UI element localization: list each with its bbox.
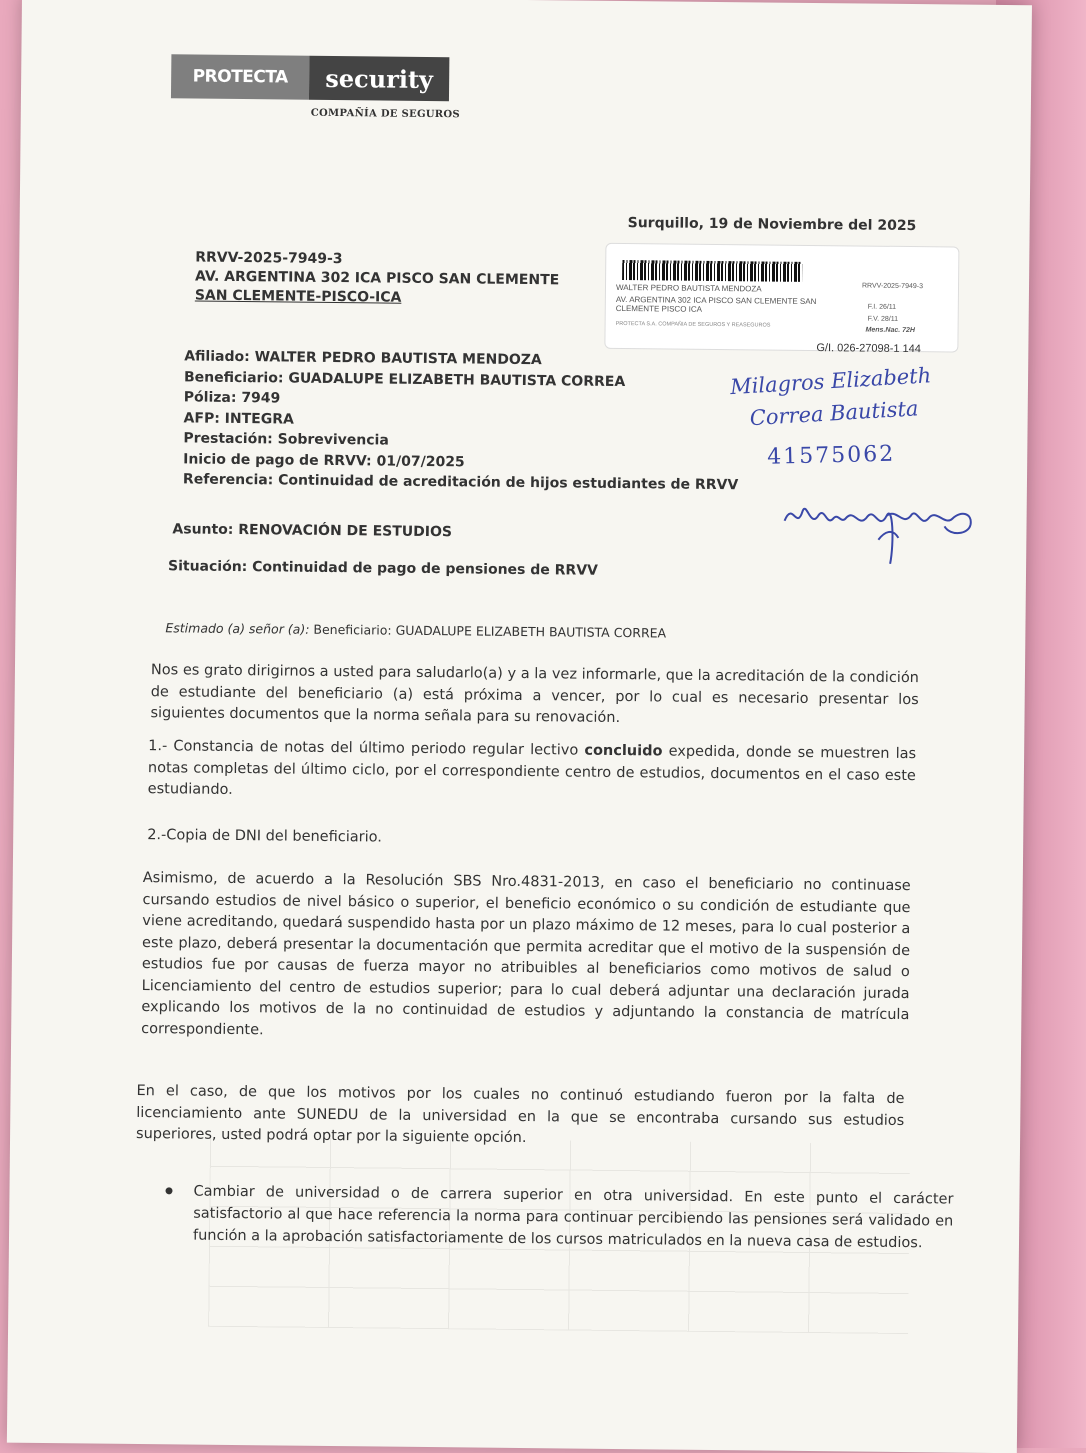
label-name: WALTER PEDRO BAUTISTA MENDOZA bbox=[615, 282, 762, 294]
signature-icon bbox=[774, 481, 985, 573]
paragraph-2-a: 1.- Constancia de notas del último periodo regular lectivo bbox=[148, 738, 585, 759]
inicio-pago: Inicio de pago de RRVV: 01/07/2025 bbox=[183, 450, 465, 470]
paragraph-3: 2.-Copia de DNI del beneficiario. bbox=[147, 827, 382, 846]
letter-date: Surquillo, 19 de Noviembre del 2025 bbox=[627, 215, 917, 235]
policy-details bbox=[183, 346, 740, 495]
logo-protecta-text: PROTECTA bbox=[171, 54, 309, 99]
poliza: Póliza: 7949 bbox=[183, 389, 281, 407]
greeting bbox=[165, 620, 666, 640]
label-gi: G/I. 026-27098-1 144 bbox=[816, 342, 922, 356]
prestacion: Prestación: Sobrevivencia bbox=[183, 430, 389, 449]
logo-security-text: security bbox=[309, 56, 449, 101]
label-fv: F.V. 28/11 bbox=[867, 315, 899, 323]
paragraph-5: En el caso, de que los motivos por los cuales no continuó estudiando fueron por la falta de licenciamiento ante SUNEDU de la universidad en la que se encontraba cursando sus estudios superiores, usted podrá optar por la siguiente opción. bbox=[136, 1082, 905, 1147]
asunto: Asunto: RENOVACIÓN DE ESTUDIOS bbox=[172, 521, 453, 541]
barcode-icon bbox=[622, 260, 802, 282]
company-logo bbox=[171, 54, 461, 120]
letter-sheet bbox=[7, 0, 1032, 1453]
paragraph-2-bold: concluido bbox=[584, 742, 663, 760]
paragraph-2-c: expedida, donde se muestren las notas completas del último ciclo, por el correspondiente centro de estudios, documentos en el caso este estudiando. bbox=[147, 743, 917, 798]
referencia: Referencia: Continuidad de acreditación de hijos estudiantes de RRVV bbox=[182, 471, 739, 494]
bullet-text: Cambiar de universidad o de carrera superior en otra universidad. En este punto el carácter satisfactorio al que hace referencia la norma para continuar percibiendo las pensiones será validado en función a la aprobación satisfactoriamente de los cursos matriculados en la nueva casa de estudios. bbox=[192, 1183, 954, 1252]
greeting-name: Beneficiario: GUADALUPE ELIZABETH BAUTISTA CORREA bbox=[313, 621, 667, 641]
paragraph-2 bbox=[148, 736, 917, 809]
address-line-1: AV. ARGENTINA 302 ICA PISCO SAN CLEMENTE bbox=[195, 268, 560, 289]
label-mens: Mens.Nac. 72H bbox=[865, 326, 916, 335]
reference-code: RRVV-2025-7949-3 bbox=[195, 249, 343, 268]
beneficiario: Beneficiario: GUADALUPE ELIZABETH BAUTISTA CORREA bbox=[183, 368, 626, 390]
bullet-dot-icon bbox=[165, 1187, 172, 1194]
handwritten-name-2: Correa Bautista bbox=[749, 396, 920, 431]
address-line-2: SAN CLEMENTE-PISCO-ICA bbox=[194, 287, 402, 306]
paragraph-4: Asimismo, de acuerdo a la Resolución SBS Nro.4831-2013, en caso el beneficiario no continuase cursando estudios de nivel básico o superior, el beneficio económico o su condición de estudiante que viene acreditando, quedará suspendido hasta por un plazo máximo de 12 meses, para lo cual posterior a este plazo, deberá presentar la documentación que permita acreditar que el motivo de la suspensión de estudios fue por causas de fuerza mayor no atribuibles al beneficiarios como motivos de salud o Licenciamiento del centro de estudios superior; para lo cual deberá adjuntar una declaración jurada explicando los motivos de la no continuidad de estudios y adjuntando la constancia de matrícula correspondiente. bbox=[141, 870, 911, 1038]
label-code: RRVV-2025-7949-3 bbox=[861, 282, 924, 291]
paragraph-1: Nos es grato dirigirnos a usted para saludarlo(a) y a la vez informarle, que la acreditación de la condición de estudiante del beneficiario (a) está próxima a vencer, por lo cual es necesario presentar los siguientes documentos que la norma señala para su renovación. bbox=[150, 662, 920, 727]
label-company: PROTECTA S.A. COMPAÑIA DE SEGUROS Y REASEGUROS bbox=[615, 320, 771, 329]
handwritten-name-1: Milagros Elizabeth bbox=[729, 363, 932, 400]
bullet-item bbox=[159, 1180, 954, 1254]
handwritten-dni: 41575062 bbox=[766, 441, 896, 470]
greeting-prefix: Estimado (a) señor (a): bbox=[165, 620, 314, 637]
label-address: AV. ARGENTINA 302 ICA PISCO SAN CLEMENTE SAN CLEMENTE PISCO ICA bbox=[615, 294, 817, 314]
logo-subtitle: COMPAÑÍA DE SEGUROS bbox=[310, 107, 461, 121]
label-fi: F.I. 26/11 bbox=[867, 303, 897, 311]
afp: AFP: INTEGRA bbox=[183, 409, 294, 428]
afiliado: Afiliado: WALTER PEDRO BAUTISTA MENDOZA bbox=[184, 348, 542, 369]
recipient-address bbox=[195, 249, 560, 310]
mailing-label bbox=[604, 243, 959, 356]
situacion: Situación: Continuidad de pago de pensiones de RRVV bbox=[167, 558, 599, 579]
